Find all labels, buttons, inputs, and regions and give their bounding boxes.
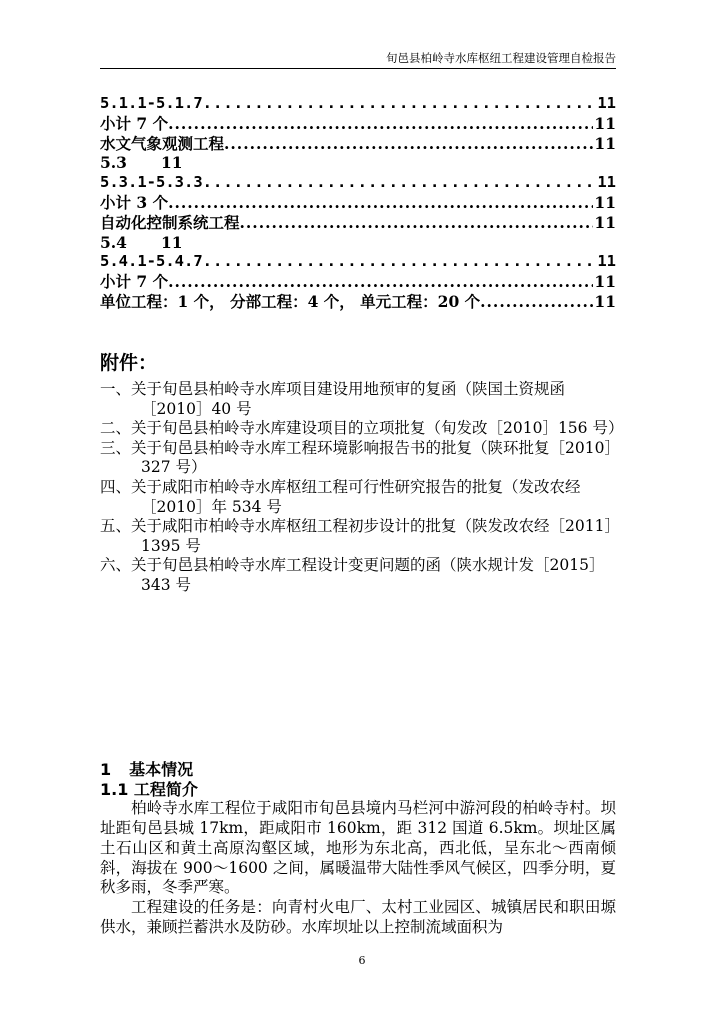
toc-page-number: 11 [594,272,616,292]
section-number: 1 [100,760,112,779]
toc-entry[interactable] [100,193,616,213]
toc-entry-text: 5.3.1-5.3.3. [100,173,212,192]
toc-page-number: 11 [594,192,616,212]
toc-entry[interactable] [100,153,616,173]
toc-entry[interactable] [100,173,616,193]
attachment-item: 四、关于咸阳市柏岭寺水库枢纽工程可行性研究报告的批复（发改农经［2010］年 534 号 [100,477,581,516]
toc-page-number: 11 [160,232,183,252]
toc-entry[interactable] [100,233,616,253]
section-title: 基本情况 [129,760,194,779]
toc-entry-text: 5.1.1-5.1.7. [100,94,212,112]
section-heading [100,760,616,780]
toc-entry-text: 单位工程：1 个， 分部工程：4 个， 单元工程：20 个. [100,291,486,311]
toc-leader-dots [230,134,593,154]
toc-entry-text: 5.4.1-5.4.7. [100,252,212,271]
running-header: 旬邑县柏岭寺水库枢纽工程建设管理自检报告 [386,51,616,65]
toc-leader-dots [213,94,596,114]
body-paragraph: 柏岭寺水库工程位于咸阳市旬邑县境内马栏河中游河段的柏岭寺村。坝址距旬邑县城 17km，距咸阳市 160km，距 312 国道 6.5km。坝址区属土石山区和黄土高原沟壑区域，地形为东北高，西北低，呈东北～西南倾斜，海拔在 900～1600 之间，属暖温带大陆性季风气候区，四季分明，夏秋多雨，冬季严寒。 [100,799,616,897]
toc-leader-dots [213,252,596,272]
header-divider [100,68,616,69]
toc-page-number: 11 [160,153,183,173]
attachment-item: 五、关于咸阳市柏岭寺水库枢纽工程初步设计的批复（陕发改农经［2011］1395 号 [100,517,613,555]
toc-entry[interactable] [100,134,616,154]
toc-entry[interactable] [100,292,616,312]
toc-page-number: 11 [597,173,616,192]
toc-entry[interactable] [100,252,616,272]
subsection-heading: 1.1 工程简介 [100,779,198,799]
section-basic-info [100,760,616,938]
attachment-item: 六、关于旬邑县柏岭寺水库工程设计变更问题的函（陕水规计发［2015］343 号 [100,556,605,594]
table-of-contents [100,94,616,312]
toc-entry-text: 水文气象观测工程. [100,133,230,153]
toc-leader-dots [246,213,594,233]
toc-entry-text: 小计 7 个. [100,113,174,133]
toc-page-number: 11 [594,133,616,153]
toc-leader-dots [174,114,593,134]
toc-page-number: 11 [597,94,616,112]
toc-page-number: 11 [594,291,616,311]
toc-entry-text: 5.4 [100,232,127,252]
toc-page-number: 11 [594,113,616,133]
body-paragraph: 工程建设的任务是：向青村火电厂、太村工业园区、城镇居民和职田塬供水，兼顾拦蓄洪水及防砂。水库坝址以上控制流域面积为 [100,898,616,936]
attachments-heading: 附件： [100,352,158,374]
toc-entry[interactable] [100,272,616,292]
attachments-list [100,380,624,596]
toc-leader-dots [487,292,594,312]
toc-page-number: 11 [597,252,616,271]
toc-page-number: 11 [594,212,616,232]
toc-entry[interactable] [100,94,616,114]
attachment-item: 三、关于旬邑县柏岭寺水库工程环境影响报告书的批复（陕环批复［2010］327 号） [100,438,613,477]
attachment-item: 一、关于旬邑县柏岭寺水库项目建设用地预审的复函（陕国土资规函［2010］40 号 [100,380,566,418]
toc-entry[interactable] [100,114,616,134]
toc-entry-text: 小计 7 个. [100,272,174,292]
toc-leader-dots [174,272,593,292]
page-number: 6 [358,954,366,967]
attachment-item: 二、关于旬邑县柏岭寺水库建设项目的立项批复（旬发改［2010］156 号） [100,419,624,438]
toc-entry-text: 自动化控制系统工程. [100,212,245,232]
toc-leader-dots [213,173,596,193]
toc-entry-text: 小计 3 个. [100,192,174,212]
toc-entry[interactable] [100,213,616,233]
toc-entry-text: 5.3 [100,153,127,173]
toc-leader-dots [174,193,593,213]
